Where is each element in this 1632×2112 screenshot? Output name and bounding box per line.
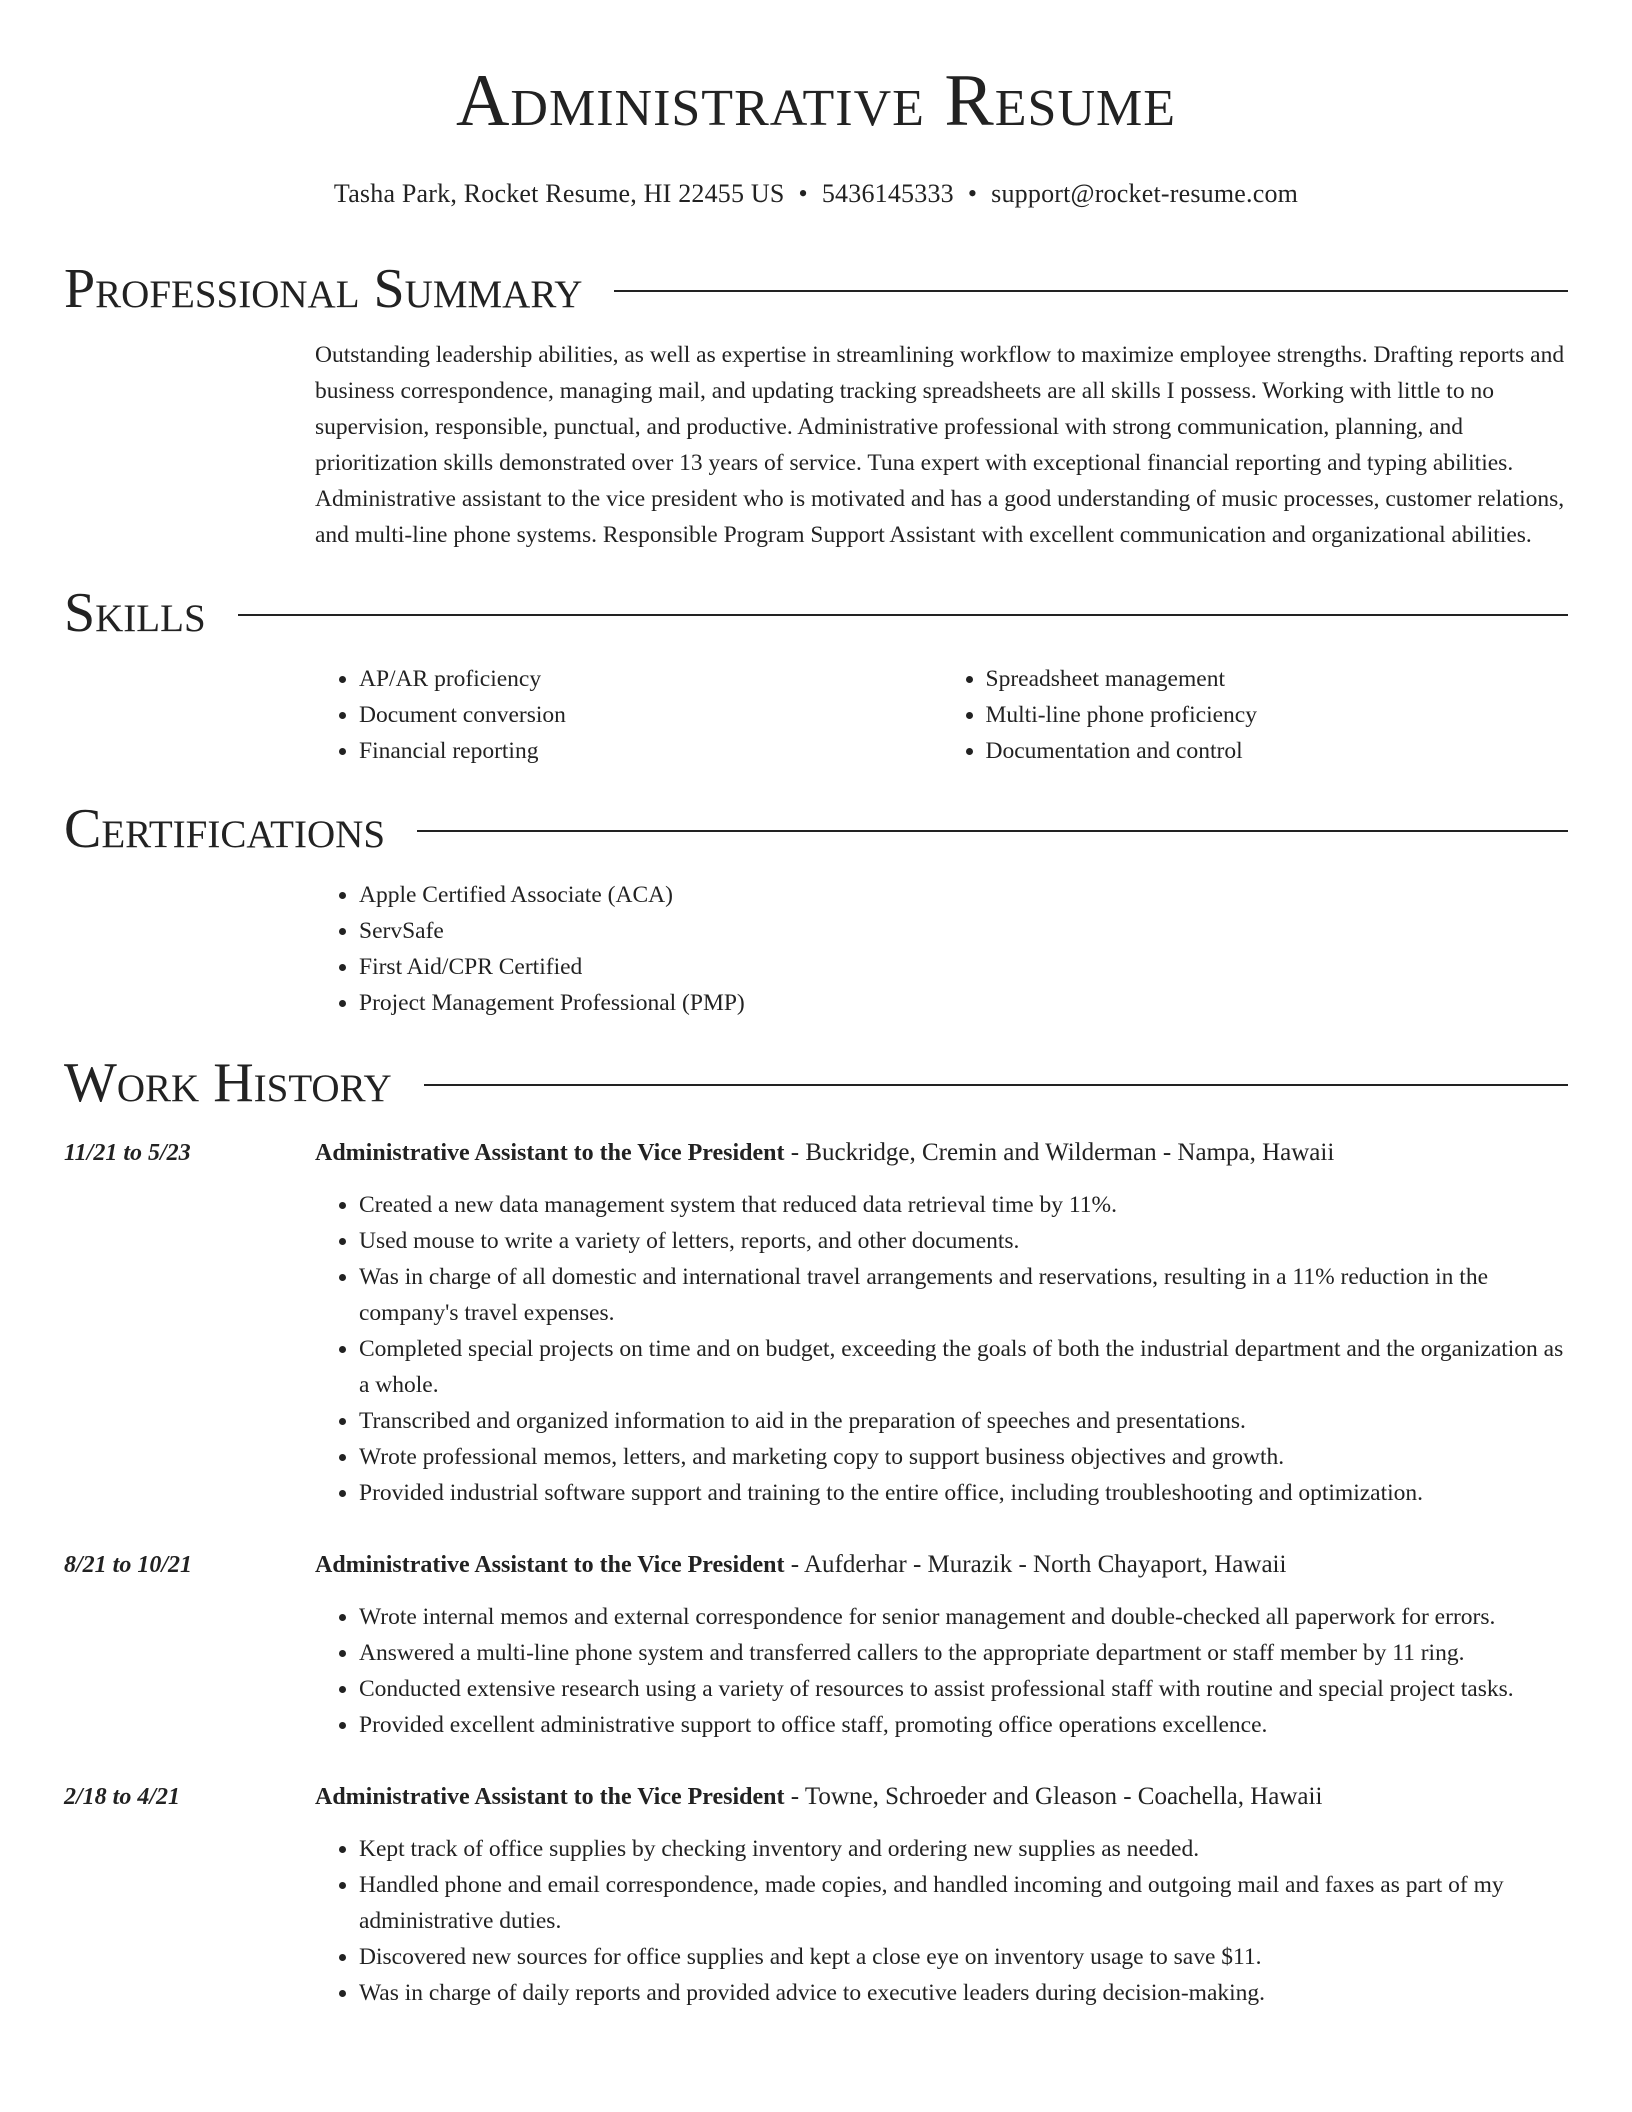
job-dates: 2/18 to 4/21 — [64, 1784, 181, 1811]
contact-address: Tasha Park, Rocket Resume, HI 22455 US — [333, 179, 785, 208]
job-employer: - Buckridge, Cremin and Wilderman - Nampa, Hawaii — [784, 1139, 1335, 1167]
job-header-line — [315, 1779, 1568, 1815]
job-bullet: • Used mouse to write a variety of letters, reports, and other documents. — [359, 1223, 1568, 1259]
work-history-heading: Work History — [64, 1052, 392, 1115]
work-history-section-header — [64, 1051, 1568, 1115]
certifications-section-header — [64, 797, 1568, 861]
job-title: Administrative Assistant to the Vice President — [315, 1552, 785, 1579]
certification-item: • Apple Certified Associate (ACA) — [359, 877, 1568, 913]
job-details — [315, 1547, 1568, 1743]
section-divider — [417, 830, 1568, 832]
job-entry — [64, 1547, 1568, 1743]
contact-separator: • — [798, 179, 808, 208]
job-bullet: • Conducted extensive research using a variety of resources to assist professional staff with routine and special project tasks. — [359, 1671, 1568, 1707]
job-title: Administrative Assistant to the Vice President — [315, 1140, 785, 1167]
certifications-list — [315, 877, 1568, 1021]
certification-item: • Project Management Professional (PMP) — [359, 985, 1568, 1021]
job-bullet: • Completed special projects on time and on budget, exceeding the goals of both the industrial department and the organization as a whole. — [359, 1331, 1568, 1403]
certifications-section — [64, 877, 1568, 1021]
summary-text: Outstanding leadership abilities, as well as expertise in streamlining workflow to maximize employee strengths. Drafting reports and business correspondence, managing mail, and updating tracking spreadsheets are all skills I possess. Working with little to no supervision, responsible, punctual, and productive. Administrative professional with strong communication, planning, and prioritization skills demonstrated over 13 years of service. Tuna expert with exceptional financial reporting and typing abilities. Administrative assistant to the vice president who is motivated and has a good understanding of music processes, customer relations, and multi-line phone systems. Responsible Program Support Assistant with excellent communication and organizational abilities. — [315, 342, 1565, 549]
skill-item: • AP/AR proficiency — [359, 661, 942, 697]
certification-item: • First Aid/CPR Certified — [359, 949, 1568, 985]
job-bullet: • Wrote professional memos, letters, and marketing copy to support business objectives and growth. — [359, 1439, 1568, 1475]
skill-item: • Multi-line phone proficiency — [986, 697, 1569, 733]
section-divider — [424, 1084, 1568, 1086]
resume-title: Administrative Resume — [455, 60, 1177, 142]
skills-list-left — [315, 661, 942, 769]
skill-item: • Financial reporting — [359, 733, 942, 769]
job-details — [315, 1135, 1568, 1511]
skill-item: • Spreadsheet management — [986, 661, 1569, 697]
job-bullet: • Discovered new sources for office supplies and kept a close eye on inventory usage to save $11. — [359, 1939, 1568, 1975]
job-bullets — [315, 1187, 1568, 1511]
job-bullet: • Provided excellent administrative support to office staff, promoting office operations excellence. — [359, 1707, 1568, 1743]
job-bullet: • Created a new data management system that reduced data retrieval time by 11%. — [359, 1187, 1568, 1223]
skill-item: • Document conversion — [359, 697, 942, 733]
summary-section — [64, 337, 1568, 553]
job-bullets — [315, 1831, 1568, 2011]
skills-section — [64, 661, 1568, 769]
job-dates: 11/21 to 5/23 — [64, 1140, 191, 1167]
job-dates: 8/21 to 10/21 — [64, 1552, 193, 1579]
job-bullet: • Was in charge of all domestic and international travel arrangements and reservations, resulting in a 11% reduction in the company's travel expenses. — [359, 1259, 1568, 1331]
job-bullet: • Transcribed and organized information to aid in the preparation of speeches and presentations. — [359, 1403, 1568, 1439]
job-bullet: • Handled phone and email correspondence, made copies, and handled incoming and outgoing mail and faxes as part of my administrative duties. — [359, 1867, 1568, 1939]
job-employer: - Towne, Schroeder and Gleason - Coachella, Hawaii — [784, 1783, 1323, 1811]
skill-item: • Documentation and control — [986, 733, 1569, 769]
section-divider — [614, 290, 1568, 292]
skills-section-header — [64, 581, 1568, 645]
skills-heading: Skills — [64, 582, 206, 645]
skills-grid — [315, 661, 1568, 769]
contact-email: support@rocket-resume.com — [991, 179, 1299, 208]
job-bullet: • Answered a multi-line phone system and transferred callers to the appropriate department or staff member by 11 ring. — [359, 1635, 1568, 1671]
summary-section-header — [64, 257, 1568, 321]
job-bullet: • Provided industrial software support and training to the entire office, including troubleshooting and optimization. — [359, 1475, 1568, 1511]
job-header-line — [315, 1547, 1568, 1583]
contact-phone: 5436145333 — [821, 179, 954, 208]
summary-heading: Professional Summary — [64, 258, 583, 321]
job-details — [315, 1779, 1568, 2011]
certification-item: • ServSafe — [359, 913, 1568, 949]
job-bullet: • Wrote internal memos and external correspondence for senior management and double-checked all paperwork for errors. — [359, 1599, 1568, 1635]
section-divider — [238, 614, 1568, 616]
job-bullet: • Was in charge of daily reports and provided advice to executive leaders during decision-making. — [359, 1975, 1568, 2011]
contact-line — [64, 178, 1568, 209]
job-entry — [64, 1779, 1568, 2011]
job-header-line — [315, 1135, 1568, 1171]
job-employer: - Aufderhar - Murazik - North Chayaport, Hawaii — [784, 1551, 1287, 1579]
job-bullet: • Kept track of office supplies by checking inventory and ordering new supplies as needed. — [359, 1831, 1568, 1867]
job-entry — [64, 1135, 1568, 1511]
certifications-heading: Certifications — [64, 798, 386, 861]
skills-list-right — [942, 661, 1569, 769]
resume-page — [64, 0, 1568, 2011]
job-title: Administrative Assistant to the Vice President — [315, 1784, 785, 1811]
contact-separator: • — [967, 179, 978, 208]
job-bullets — [315, 1599, 1568, 1743]
